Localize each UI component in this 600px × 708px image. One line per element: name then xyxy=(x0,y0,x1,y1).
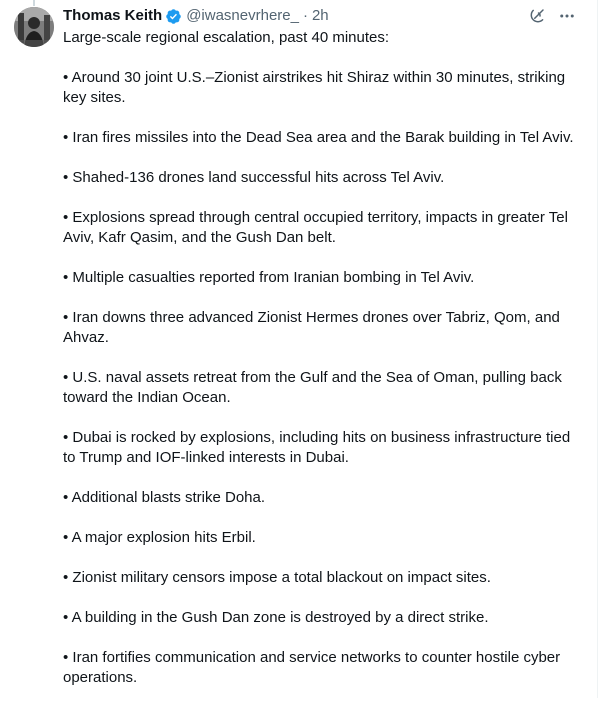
bullet-item: • A major explosion hits Erbil. xyxy=(63,529,256,546)
tweet-actions xyxy=(527,6,577,26)
bullet-item: • Zionist military censors impose a total blackout on impact sites. xyxy=(63,569,491,586)
bullet-item: • Around 30 joint U.S.–Zionist airstrikes hit Shiraz within 30 minutes, striking key sites. xyxy=(63,69,566,106)
bullet-item: • Explosions spread through central occupied territory, impacts in greater Tel Aviv, Kafr Qasim, and the Gush Dan belt. xyxy=(63,209,568,246)
separator-dot: · xyxy=(302,7,308,24)
author-handle[interactable]: @iwasnevrhere_ xyxy=(186,7,299,24)
avatar-photo-icon xyxy=(14,7,54,47)
more-icon[interactable] xyxy=(557,6,577,26)
avatar[interactable] xyxy=(14,7,54,47)
tweet-text xyxy=(63,28,585,708)
bullet-item: • Iran downs three advanced Zionist Hermes drones over Tabriz, Qom, and Ahvaz. xyxy=(63,309,560,346)
bullet-item: • Shahed-136 drones land successful hits across Tel Aviv. xyxy=(63,169,445,186)
bullet-item: • Multiple casualties reported from Iranian bombing in Tel Aviv. xyxy=(63,269,475,286)
bullet-item: • Iran fortifies communication and service networks to counter hostile cyber operations. xyxy=(63,649,561,686)
author-display-name[interactable]: Thomas Keith xyxy=(63,7,163,24)
bullet-item: • A building in the Gush Dan zone is destroyed by a direct strike. xyxy=(63,609,489,626)
verified-badge-icon xyxy=(165,8,182,25)
bullet-item: • Additional blasts strike Doha. xyxy=(63,489,266,506)
timestamp[interactable]: 2h xyxy=(311,7,329,24)
tweet-header xyxy=(63,6,329,26)
bullet-item: • Dubai is rocked by explosions, including hits on business infrastructure tied to Trump and IOF-linked interests in Dubai. xyxy=(63,429,571,466)
bullet-item: • Iran fires missiles into the Dead Sea area and the Barak building in Tel Aviv. xyxy=(63,129,574,146)
bullet-item: • U.S. naval assets retreat from the Gulf and the Sea of Oman, pulling back toward the Indian Ocean. xyxy=(63,369,562,406)
grok-icon[interactable] xyxy=(527,6,547,26)
tweet-intro: Large-scale regional escalation, past 40 minutes: xyxy=(63,29,390,46)
